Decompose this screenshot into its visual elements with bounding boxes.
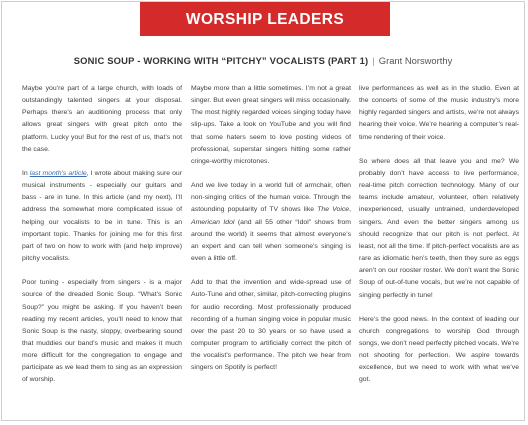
paragraph bbox=[22, 168, 182, 265]
article-title: SONIC SOUP - WORKING WITH “PITCHY” VOCALISTS (PART 1) bbox=[73, 55, 369, 66]
paragraph: So where does all that leave you and me? We probably don’t have access to live performance, real-time pitch correction technology. Many of our teams include amateur, volunteer, often relatively inexperienced, usually untrained, underdeveloped singers. And even the better singers among us should recognize that our pitch is not perfect. At least, not all the time. If pitch-perfect vocalists are as rare as idiomatic hen’s teeth, then they sure as eggs aren’t on our rooster roster. We don’t want the Sonic Soup of out-of-tune vocals, but we’re not capable of singing perfectly in tune! bbox=[359, 157, 519, 299]
article-author: Grant Norsworthy bbox=[378, 55, 453, 66]
paragraph: Poor tuning - especially from singers - is a major source of the dreaded Sonic Soup. “What’s Sonic Soup?” you might be asking. If you haven’t been reading my recent articles, you’ll need to know that Sonic Soup is the nasty, sloppy, overbearing sound that muddies our band’s music and makes it much more difficult for the congregation to engage and participate as we lead them to sing as an expression of worship. bbox=[22, 279, 182, 384]
paragraph-text: In bbox=[22, 169, 30, 177]
paragraph-text: (and all 55 other “Idol” shows from around the world) it seems that almost everyone’s an expert and can tell when someone’s singing is even a little off. bbox=[191, 218, 352, 263]
paragraph: Here’s the good news. In the context of leading our church congregations to worship God through songs, we don’t need perfectly pitched vocals. We’re not shooting for perfection. We aspire towards excellence, but we need to work with what we’ve got. bbox=[359, 315, 519, 384]
text-column-1 bbox=[22, 83, 182, 399]
text-column-3 bbox=[359, 83, 519, 399]
section-banner: WORSHIP LEADERS bbox=[140, 2, 390, 36]
paragraph: Maybe you’re part of a large church, with loads of outstandingly talented singers at your disposal. Perhaps there’s an auditioning process that only allows great singers with great pitch onto the platform. Lucky you! But for the rest of us, that’s not the case. bbox=[22, 85, 182, 153]
show-title-american-idol: American Idol bbox=[191, 218, 235, 226]
title-author-separator: | bbox=[372, 55, 375, 66]
text-column-2 bbox=[191, 83, 351, 386]
magazine-page bbox=[1, 1, 525, 421]
paragraph: Add to that the invention and wide-spread use of Auto-Tune and other, similar, pitch-correcting plugins for audio recording. Most professionally produced recording of a human singing voice in popular music over the past 20 to 30 years or so have used a computer program to artificially correct the pitch of the vocalist’s performance. The pitch we hear from singers on Spotify is perfect! bbox=[191, 279, 351, 372]
paragraph bbox=[191, 180, 351, 265]
paragraph: live performances as well as in the studio. Even at the concerts of some of the music industry’s more highly regarded singers and artists, we’re not always hearing their voice. We’re hearing a computer’s real-time rendering of their voice. bbox=[359, 85, 519, 141]
article-headline bbox=[2, 55, 524, 66]
last-month-article-link[interactable]: last month’s article bbox=[29, 169, 87, 177]
paragraph: Maybe more than a little sometimes. I’m not a great singer. But even great singers will miss occasionally. The most highly regarded voices singing today have slip-ups. Take a look on YouTube and you will find that some haters seem to love posting videos of professional, superstar singers hitting some rather cringe-worthy microtones. bbox=[191, 85, 351, 165]
paragraph-text: , bbox=[349, 206, 351, 214]
paragraph-text: , I wrote about making sure our musical instruments - especially our guitars and bass - are in tune. In this article (and my next), I’ll address the somewhat more complicated issue of helping our vocalists to be in tune. This is an important topic. Thanks for joining me for this first part of two on how to work with (and help improve) pitchy vocalists. bbox=[22, 169, 183, 263]
show-title-the-voice: The Voice bbox=[317, 206, 350, 214]
paragraph-text: And we live today in a world full of armchair, often non-singing critics of the human voice. Through the astounding popularity of TV shows like bbox=[191, 182, 351, 214]
